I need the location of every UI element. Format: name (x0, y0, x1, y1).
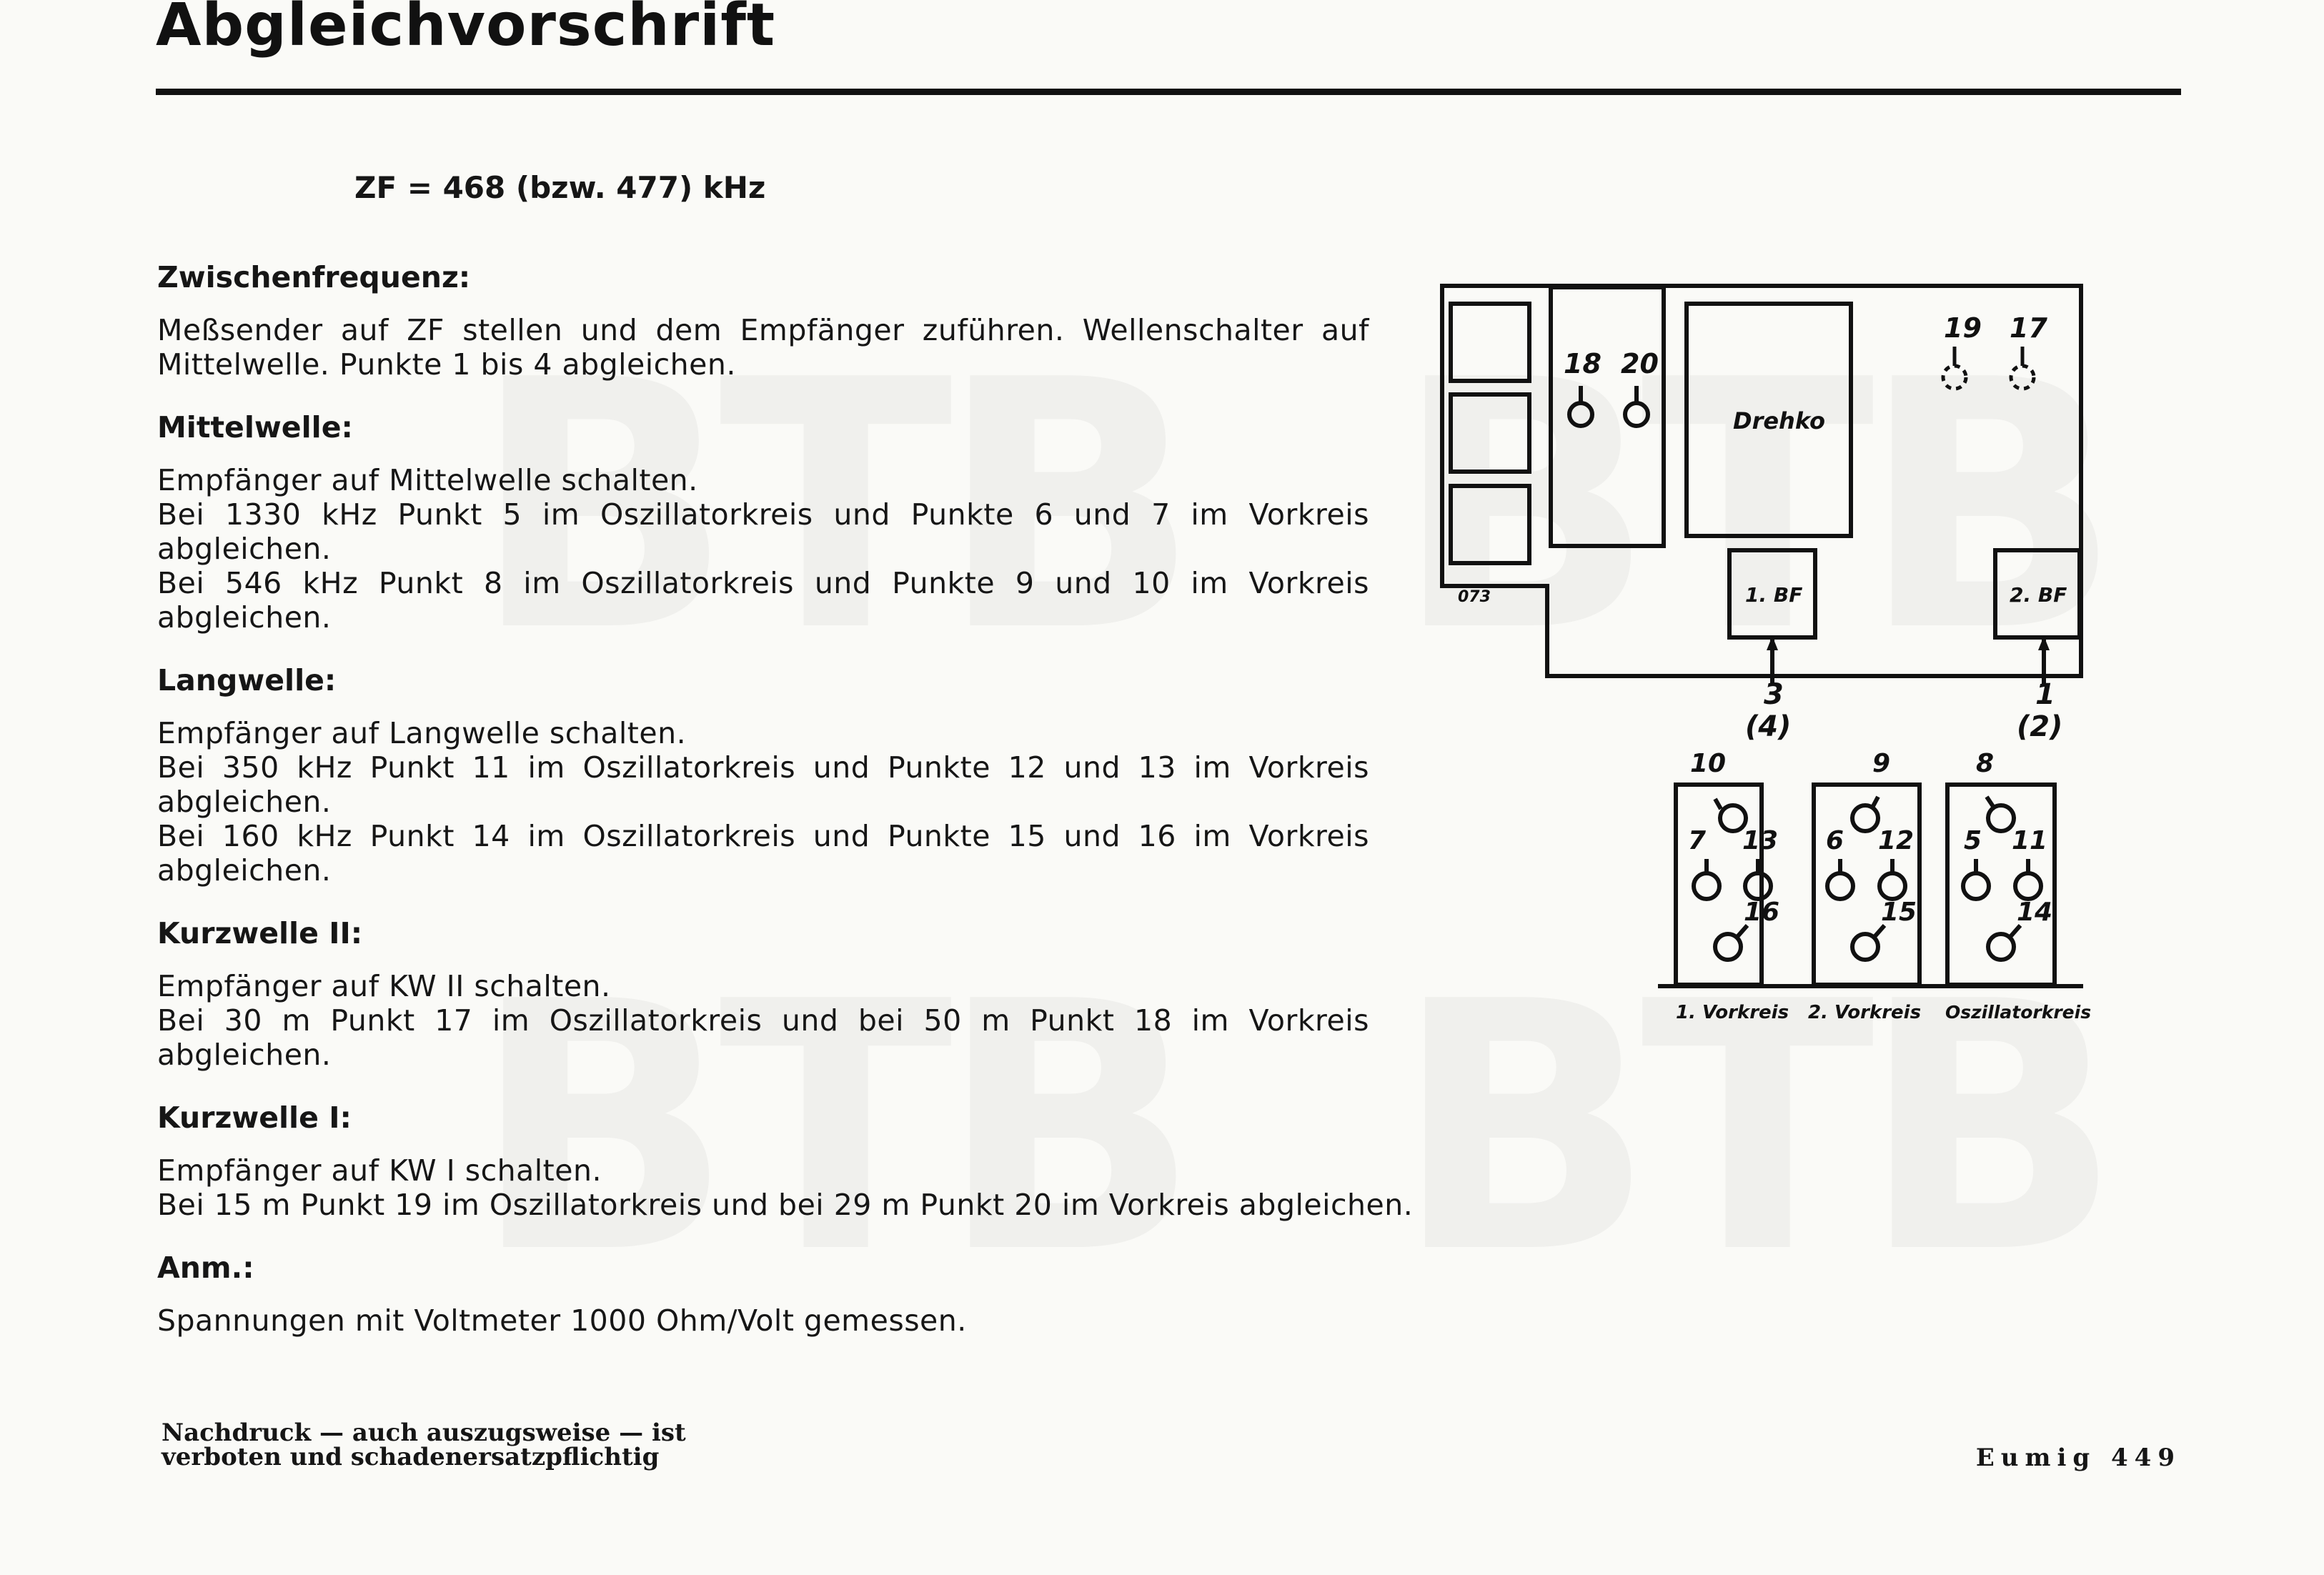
arrow-left-sublabel: (4) (1745, 710, 1792, 743)
section-text: Empfänger auf Mittelwelle schalten. (157, 463, 698, 497)
section-heading: Zwischenfrequenz: (157, 260, 471, 294)
section-text: Empfänger auf KW II schalten. (157, 969, 611, 1003)
title-divider (156, 89, 2181, 95)
section-text: Empfänger auf KW I schalten. (157, 1153, 602, 1188)
coil-point-label: 15 (1881, 898, 1917, 927)
section-text: Bei 30 m Punkt 17 im Oszillatorkreis und bei 50 m Punkt 18 im Vorkreis abgleichen. (157, 1003, 1369, 1072)
imprint-line: verboten und schadenersatzpflichtig (162, 1443, 660, 1471)
section-heading: Anm.: (157, 1251, 254, 1285)
arrow-right-label: 1 (2035, 678, 2055, 711)
coil-1-label: 1. Vorkreis (1676, 1002, 1789, 1023)
point-17-circle (2011, 366, 2034, 389)
section-heading: Langwelle: (157, 663, 337, 697)
alignment-diagram (1429, 272, 2115, 1043)
coil-point-label: 8 (1976, 749, 1995, 778)
coil-3-label: Oszillatorkreis (1945, 1002, 2092, 1023)
chassis-box (1451, 304, 1529, 381)
arrow-left-label: 3 (1764, 678, 1784, 711)
zf-frequency: ZF = 468 (bzw. 477) kHz (354, 170, 766, 205)
imprint-line: Nachdruck — auch auszugsweise — ist (162, 1419, 686, 1447)
section-langwelle (157, 660, 1369, 888)
section-heading: Kurzwelle I: (157, 1100, 352, 1135)
coil-point-label: 7 (1688, 826, 1707, 855)
coil-point-label: 16 (1744, 898, 1780, 927)
point-17-label: 17 (2010, 312, 2047, 344)
section-anmerkung (157, 1248, 1369, 1338)
chassis-box (1451, 486, 1529, 563)
point-18-circle (1569, 403, 1592, 426)
drehko-label: Drehko (1733, 407, 1825, 434)
page-title: Abgleichvorschrift (156, 0, 776, 59)
bf2-label: 2. BF (2010, 583, 2067, 607)
coil-point-label: 5 (1964, 826, 1982, 855)
bf1-label: 1. BF (1745, 583, 1803, 607)
section-text: Bei 15 m Punkt 19 im Oszillatorkreis und bei 29 m Punkt 20 im Vorkreis abgleichen. (157, 1188, 1414, 1222)
section-kurzwelle-1 (157, 1098, 1414, 1222)
coil-point-label: 6 (1826, 826, 1844, 855)
section-text: Bei 546 kHz Punkt 8 im Oszillatorkreis und Punkte 9 und 10 im Vorkreis abgleichen. (157, 566, 1369, 635)
chassis-box (1451, 394, 1529, 472)
coil-point-label: 14 (2017, 898, 2053, 927)
model-label: Eumig 449 (1975, 1444, 2181, 1472)
coil-point-label: 10 (1690, 749, 1727, 778)
coil-point-label: 13 (1742, 826, 1779, 855)
section-zwischenfrequenz (157, 257, 1369, 382)
point-19-label: 19 (1944, 312, 1982, 344)
section-mittelwelle (157, 407, 1369, 635)
section-kurzwelle-2 (157, 913, 1369, 1072)
point-20-label: 20 (1621, 348, 1659, 379)
section-text: Meßsender auf ZF stellen und dem Empfänger zuführen. Wellenschalter auf Mittelwelle. Punkte 1 bis 4 abgleichen. (157, 313, 1369, 382)
point-20-circle (1625, 403, 1648, 426)
coil-point-label: 9 (1872, 749, 1891, 778)
coil-point-label: 11 (2012, 826, 2048, 855)
coil-2-label: 2. Vorkreis (1808, 1002, 1922, 1023)
section-text: Spannungen mit Voltmeter 1000 Ohm/Volt gemessen. (157, 1303, 967, 1338)
point-19-circle (1943, 366, 1966, 389)
chassis-code: 073 (1458, 588, 1491, 606)
section-text: Bei 160 kHz Punkt 14 im Oszillatorkreis und Punkte 15 und 16 im Vorkreis abgleichen. (157, 819, 1369, 888)
point-18-label: 18 (1564, 348, 1602, 379)
section-text: Bei 1330 kHz Punkt 5 im Oszillatorkreis und Punkte 6 und 7 im Vorkreis abgleichen. (157, 497, 1369, 566)
imprint-notice (162, 1421, 686, 1469)
arrow-right-sublabel: (2) (2017, 710, 2063, 743)
section-text: Bei 350 kHz Punkt 11 im Oszillatorkreis und Punkte 12 und 13 im Vorkreis abgleichen. (157, 750, 1369, 819)
coil-point-label: 12 (1878, 826, 1915, 855)
chassis-outline (1442, 286, 2081, 676)
section-heading: Mittelwelle: (157, 410, 353, 444)
section-text: Empfänger auf Langwelle schalten. (157, 716, 687, 750)
section-heading: Kurzwelle II: (157, 916, 363, 950)
instruction-sections (157, 257, 1414, 1363)
